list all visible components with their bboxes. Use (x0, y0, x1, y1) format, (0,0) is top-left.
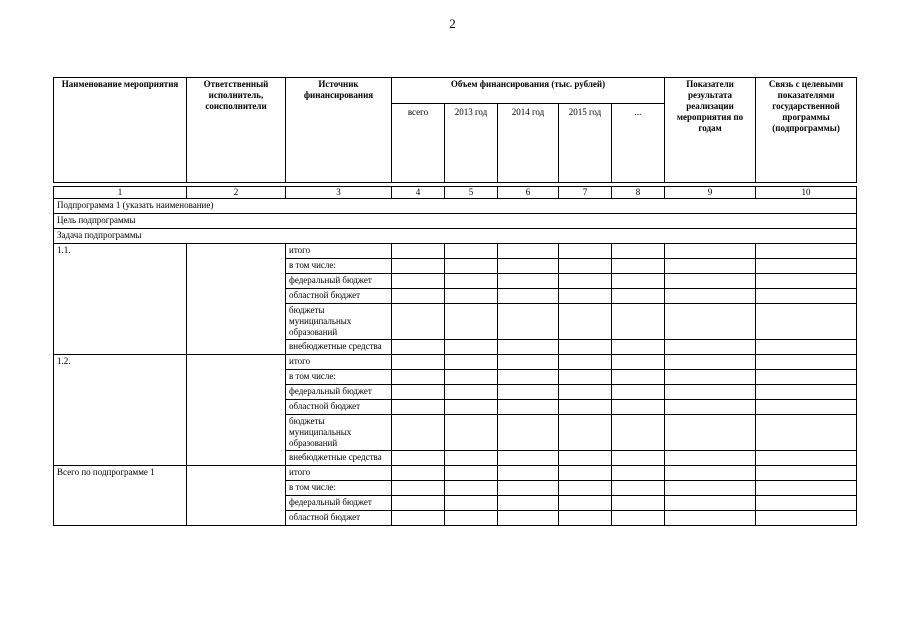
value-cell (665, 304, 756, 340)
header-year: всего (392, 104, 445, 183)
responsible-cell (187, 466, 286, 526)
page-number: 2 (449, 16, 456, 31)
value-cell (498, 496, 559, 511)
value-cell (445, 511, 498, 526)
value-cell (612, 511, 665, 526)
value-cell (559, 481, 612, 496)
value-cell (498, 370, 559, 385)
value-cell (612, 385, 665, 400)
value-cell (665, 355, 756, 370)
financing-source: бюджеты муниципальных образований (286, 415, 392, 451)
header-year: 2014 год (498, 104, 559, 183)
value-cell (392, 496, 445, 511)
value-cell (445, 244, 498, 259)
financing-source: в том числе: (286, 481, 392, 496)
value-cell (445, 370, 498, 385)
value-cell (665, 511, 756, 526)
value-cell (445, 496, 498, 511)
column-number: 1 (54, 187, 187, 199)
measure-label: 1.1. (54, 244, 187, 355)
value-cell (612, 340, 665, 355)
column-number: 3 (286, 187, 392, 199)
value-cell (756, 466, 857, 481)
value-cell (665, 451, 756, 466)
value-cell (559, 259, 612, 274)
value-cell (498, 274, 559, 289)
value-cell (445, 304, 498, 340)
financing-source: федеральный бюджет (286, 385, 392, 400)
value-cell (445, 451, 498, 466)
value-cell (498, 385, 559, 400)
value-cell (392, 370, 445, 385)
responsible-cell (187, 355, 286, 466)
value-cell (445, 385, 498, 400)
financing-source: внебюджетные средства (286, 451, 392, 466)
financing-source: федеральный бюджет (286, 274, 392, 289)
value-cell (559, 244, 612, 259)
value-cell (756, 415, 857, 451)
value-cell (445, 355, 498, 370)
value-cell (445, 400, 498, 415)
value-cell (665, 415, 756, 451)
value-cell (392, 481, 445, 496)
value-cell (498, 466, 559, 481)
value-cell (498, 259, 559, 274)
value-cell (559, 385, 612, 400)
value-cell (445, 466, 498, 481)
value-cell (756, 481, 857, 496)
value-cell (498, 511, 559, 526)
value-cell (665, 400, 756, 415)
column-number: 10 (756, 187, 857, 199)
value-cell (445, 274, 498, 289)
value-cell (392, 274, 445, 289)
value-cell (612, 481, 665, 496)
value-cell (392, 511, 445, 526)
value-cell (392, 385, 445, 400)
value-cell (665, 259, 756, 274)
value-cell (559, 466, 612, 481)
value-cell (665, 340, 756, 355)
value-cell (559, 289, 612, 304)
value-cell (612, 466, 665, 481)
value-cell (559, 340, 612, 355)
table-row (54, 355, 857, 370)
value-cell (756, 400, 857, 415)
header-result-indicators: Показатели результата реализации мероприятия по годам (665, 78, 756, 183)
value-cell (392, 415, 445, 451)
header-year: 2013 год (445, 104, 498, 183)
column-number: 7 (559, 187, 612, 199)
subprogram-goal-row: Цель подпрограммы (54, 214, 857, 229)
value-cell (445, 340, 498, 355)
measure-label: Всего по подпрограмме 1 (54, 466, 187, 526)
column-number: 6 (498, 187, 559, 199)
financing-source: областной бюджет (286, 289, 392, 304)
column-number: 5 (445, 187, 498, 199)
value-cell (665, 466, 756, 481)
value-cell (498, 400, 559, 415)
value-cell (559, 496, 612, 511)
value-cell (612, 451, 665, 466)
value-cell (756, 355, 857, 370)
header-target-link: Связь с целевыми показателями государственной программы (подпрограммы) (756, 78, 857, 183)
financing-source: областной бюджет (286, 400, 392, 415)
value-cell (559, 274, 612, 289)
value-cell (665, 385, 756, 400)
value-cell (445, 481, 498, 496)
value-cell (665, 481, 756, 496)
value-cell (559, 355, 612, 370)
financing-source: итого (286, 466, 392, 481)
value-cell (559, 511, 612, 526)
header-year: ... (612, 104, 665, 183)
header-responsible: Ответственный исполнитель, соисполнители (187, 78, 286, 183)
subprogram-task-row: Задача подпрограммы (54, 229, 857, 244)
value-cell (756, 304, 857, 340)
financing-source: федеральный бюджет (286, 496, 392, 511)
header-measure-name: Наименование мероприятия (54, 78, 187, 183)
header-year: 2015 год (559, 104, 612, 183)
value-cell (756, 259, 857, 274)
financing-source: областной бюджет (286, 511, 392, 526)
value-cell (756, 289, 857, 304)
value-cell (612, 289, 665, 304)
value-cell (612, 400, 665, 415)
value-cell (665, 370, 756, 385)
value-cell (559, 415, 612, 451)
column-number: 2 (187, 187, 286, 199)
value-cell (665, 244, 756, 259)
financing-source: в том числе: (286, 259, 392, 274)
value-cell (612, 244, 665, 259)
financing-source: внебюджетные средства (286, 340, 392, 355)
value-cell (445, 415, 498, 451)
value-cell (756, 511, 857, 526)
value-cell (559, 370, 612, 385)
value-cell (756, 274, 857, 289)
value-cell (498, 481, 559, 496)
table-row (54, 244, 857, 259)
value-cell (498, 340, 559, 355)
value-cell (445, 259, 498, 274)
value-cell (559, 400, 612, 415)
column-number: 9 (665, 187, 756, 199)
value-cell (612, 355, 665, 370)
responsible-cell (187, 244, 286, 355)
subprogram-title-row: Подпрограмма 1 (указать наименование) (54, 199, 857, 214)
value-cell (392, 466, 445, 481)
value-cell (665, 289, 756, 304)
value-cell (612, 370, 665, 385)
value-cell (756, 496, 857, 511)
header-source: Источник финансирования (286, 78, 392, 183)
value-cell (392, 451, 445, 466)
value-cell (756, 340, 857, 355)
value-cell (498, 304, 559, 340)
value-cell (498, 244, 559, 259)
column-number: 8 (612, 187, 665, 199)
value-cell (559, 304, 612, 340)
value-cell (445, 289, 498, 304)
value-cell (612, 274, 665, 289)
value-cell (392, 400, 445, 415)
financing-source: в том числе: (286, 370, 392, 385)
value-cell (612, 259, 665, 274)
value-cell (756, 451, 857, 466)
financing-table (53, 77, 857, 526)
value-cell (392, 244, 445, 259)
table-row (54, 466, 857, 481)
financing-source: бюджеты муниципальных образований (286, 304, 392, 340)
value-cell (392, 355, 445, 370)
value-cell (665, 274, 756, 289)
value-cell (612, 415, 665, 451)
financing-source: итого (286, 244, 392, 259)
measure-label: 1.2. (54, 355, 187, 466)
value-cell (392, 304, 445, 340)
value-cell (756, 385, 857, 400)
value-cell (756, 244, 857, 259)
header-financing-volume: Объем финансирования (тыс. рублей) (392, 78, 665, 104)
financing-source: итого (286, 355, 392, 370)
value-cell (498, 415, 559, 451)
value-cell (612, 496, 665, 511)
value-cell (498, 289, 559, 304)
value-cell (665, 496, 756, 511)
value-cell (392, 259, 445, 274)
value-cell (612, 304, 665, 340)
column-number: 4 (392, 187, 445, 199)
value-cell (756, 370, 857, 385)
value-cell (392, 289, 445, 304)
value-cell (392, 340, 445, 355)
value-cell (559, 451, 612, 466)
value-cell (498, 355, 559, 370)
value-cell (498, 451, 559, 466)
